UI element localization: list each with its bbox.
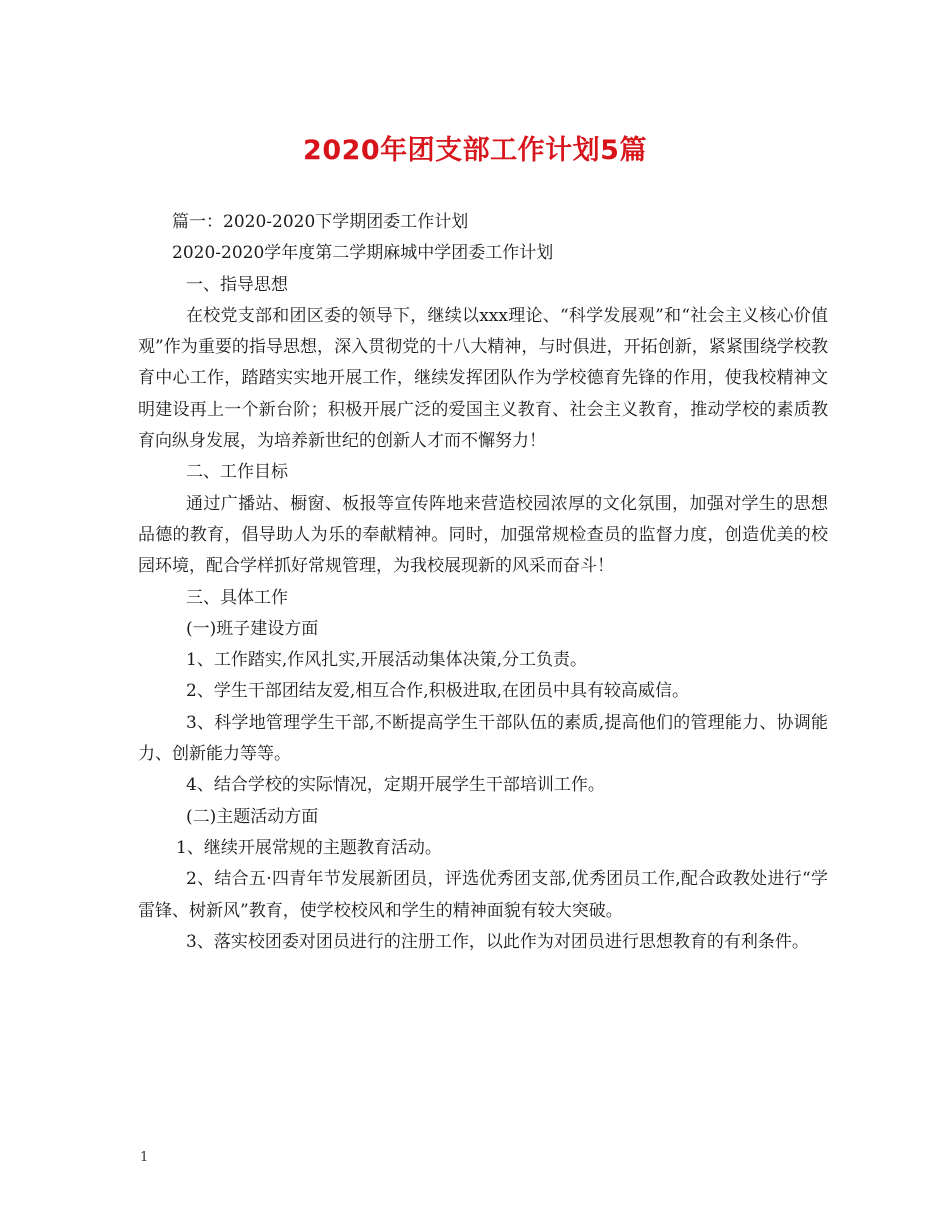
list-item: 2、结合五·四青年节发展新团员，评选优秀团支部,优秀团员工作,配合政教处进行“学雷锋、树新风”教育，使学校校风和学生的精神面貌有较大突破。 bbox=[138, 869, 828, 921]
subsection-heading: (二)主题活动方面 bbox=[186, 806, 319, 827]
body-paragraph: 在校党支部和团区委的领导下，继续以xxx理论、“科学发展观”和“社会主义核心价值观”作为重要的指导思想，深入贯彻党的十八大精神，与时俱进，开拓创新，紧紧围绕学校教育中心工作，踏踏实实地开展工作，继续发挥团队作为学校德育先锋的作用，使我校精神文明建设再上一个新台阶；积极开展广泛的爱国主义教育、社会主义教育，推动学校的素质教育向纵身发展，为培养新世纪的创新人才而不懈努力！ bbox=[138, 305, 828, 452]
list-item: 2、学生干部团结友爱,相互合作,积极进取,在团员中具有较高威信。 bbox=[186, 681, 690, 702]
list-item: 3、科学地管理学生干部,不断提高学生干部队伍的素质,提高他们的管理能力、协调能力、创新能力等等。 bbox=[138, 712, 828, 765]
subsection-heading: (一)班子建设方面 bbox=[186, 618, 319, 639]
section-heading: 篇一：2020-2020下学期团委工作计划 bbox=[172, 212, 469, 232]
body-paragraph: 通过广播站、橱窗、板报等宣传阵地来营造校园浓厚的文化氛围，加强对学生的思想品德的教育，倡导助人为乐的奉献精神。同时，加强常规检查员的监督力度，创造优美的校园环境，配合学样抓好常规管理，为我校展现新的风采而奋斗！ bbox=[138, 493, 828, 577]
list-item: 1、工作踏实,作风扎实,开展活动集体决策,分工负责。 bbox=[186, 650, 588, 671]
section-heading: 三、具体工作 bbox=[186, 587, 288, 608]
plan-subtitle: 2020-2020学年度第二学期麻城中学团委工作计划 bbox=[172, 243, 554, 264]
list-item: 4、结合学校的实际情况，定期开展学生干部培训工作。 bbox=[186, 775, 605, 796]
document-title: 2020年团支部工作计划5篇 bbox=[303, 135, 647, 166]
page-number: 1 bbox=[140, 1150, 149, 1165]
list-item: 3、落实校团委对团员进行的注册工作，以此作为对团员进行思想教育的有利条件。 bbox=[186, 931, 809, 952]
list-item: 1、继续开展常规的主题教育活动。 bbox=[176, 837, 442, 858]
section-heading: 一、指导思想 bbox=[186, 274, 288, 295]
section-heading: 二、工作目标 bbox=[186, 462, 288, 483]
document-body bbox=[138, 207, 828, 958]
